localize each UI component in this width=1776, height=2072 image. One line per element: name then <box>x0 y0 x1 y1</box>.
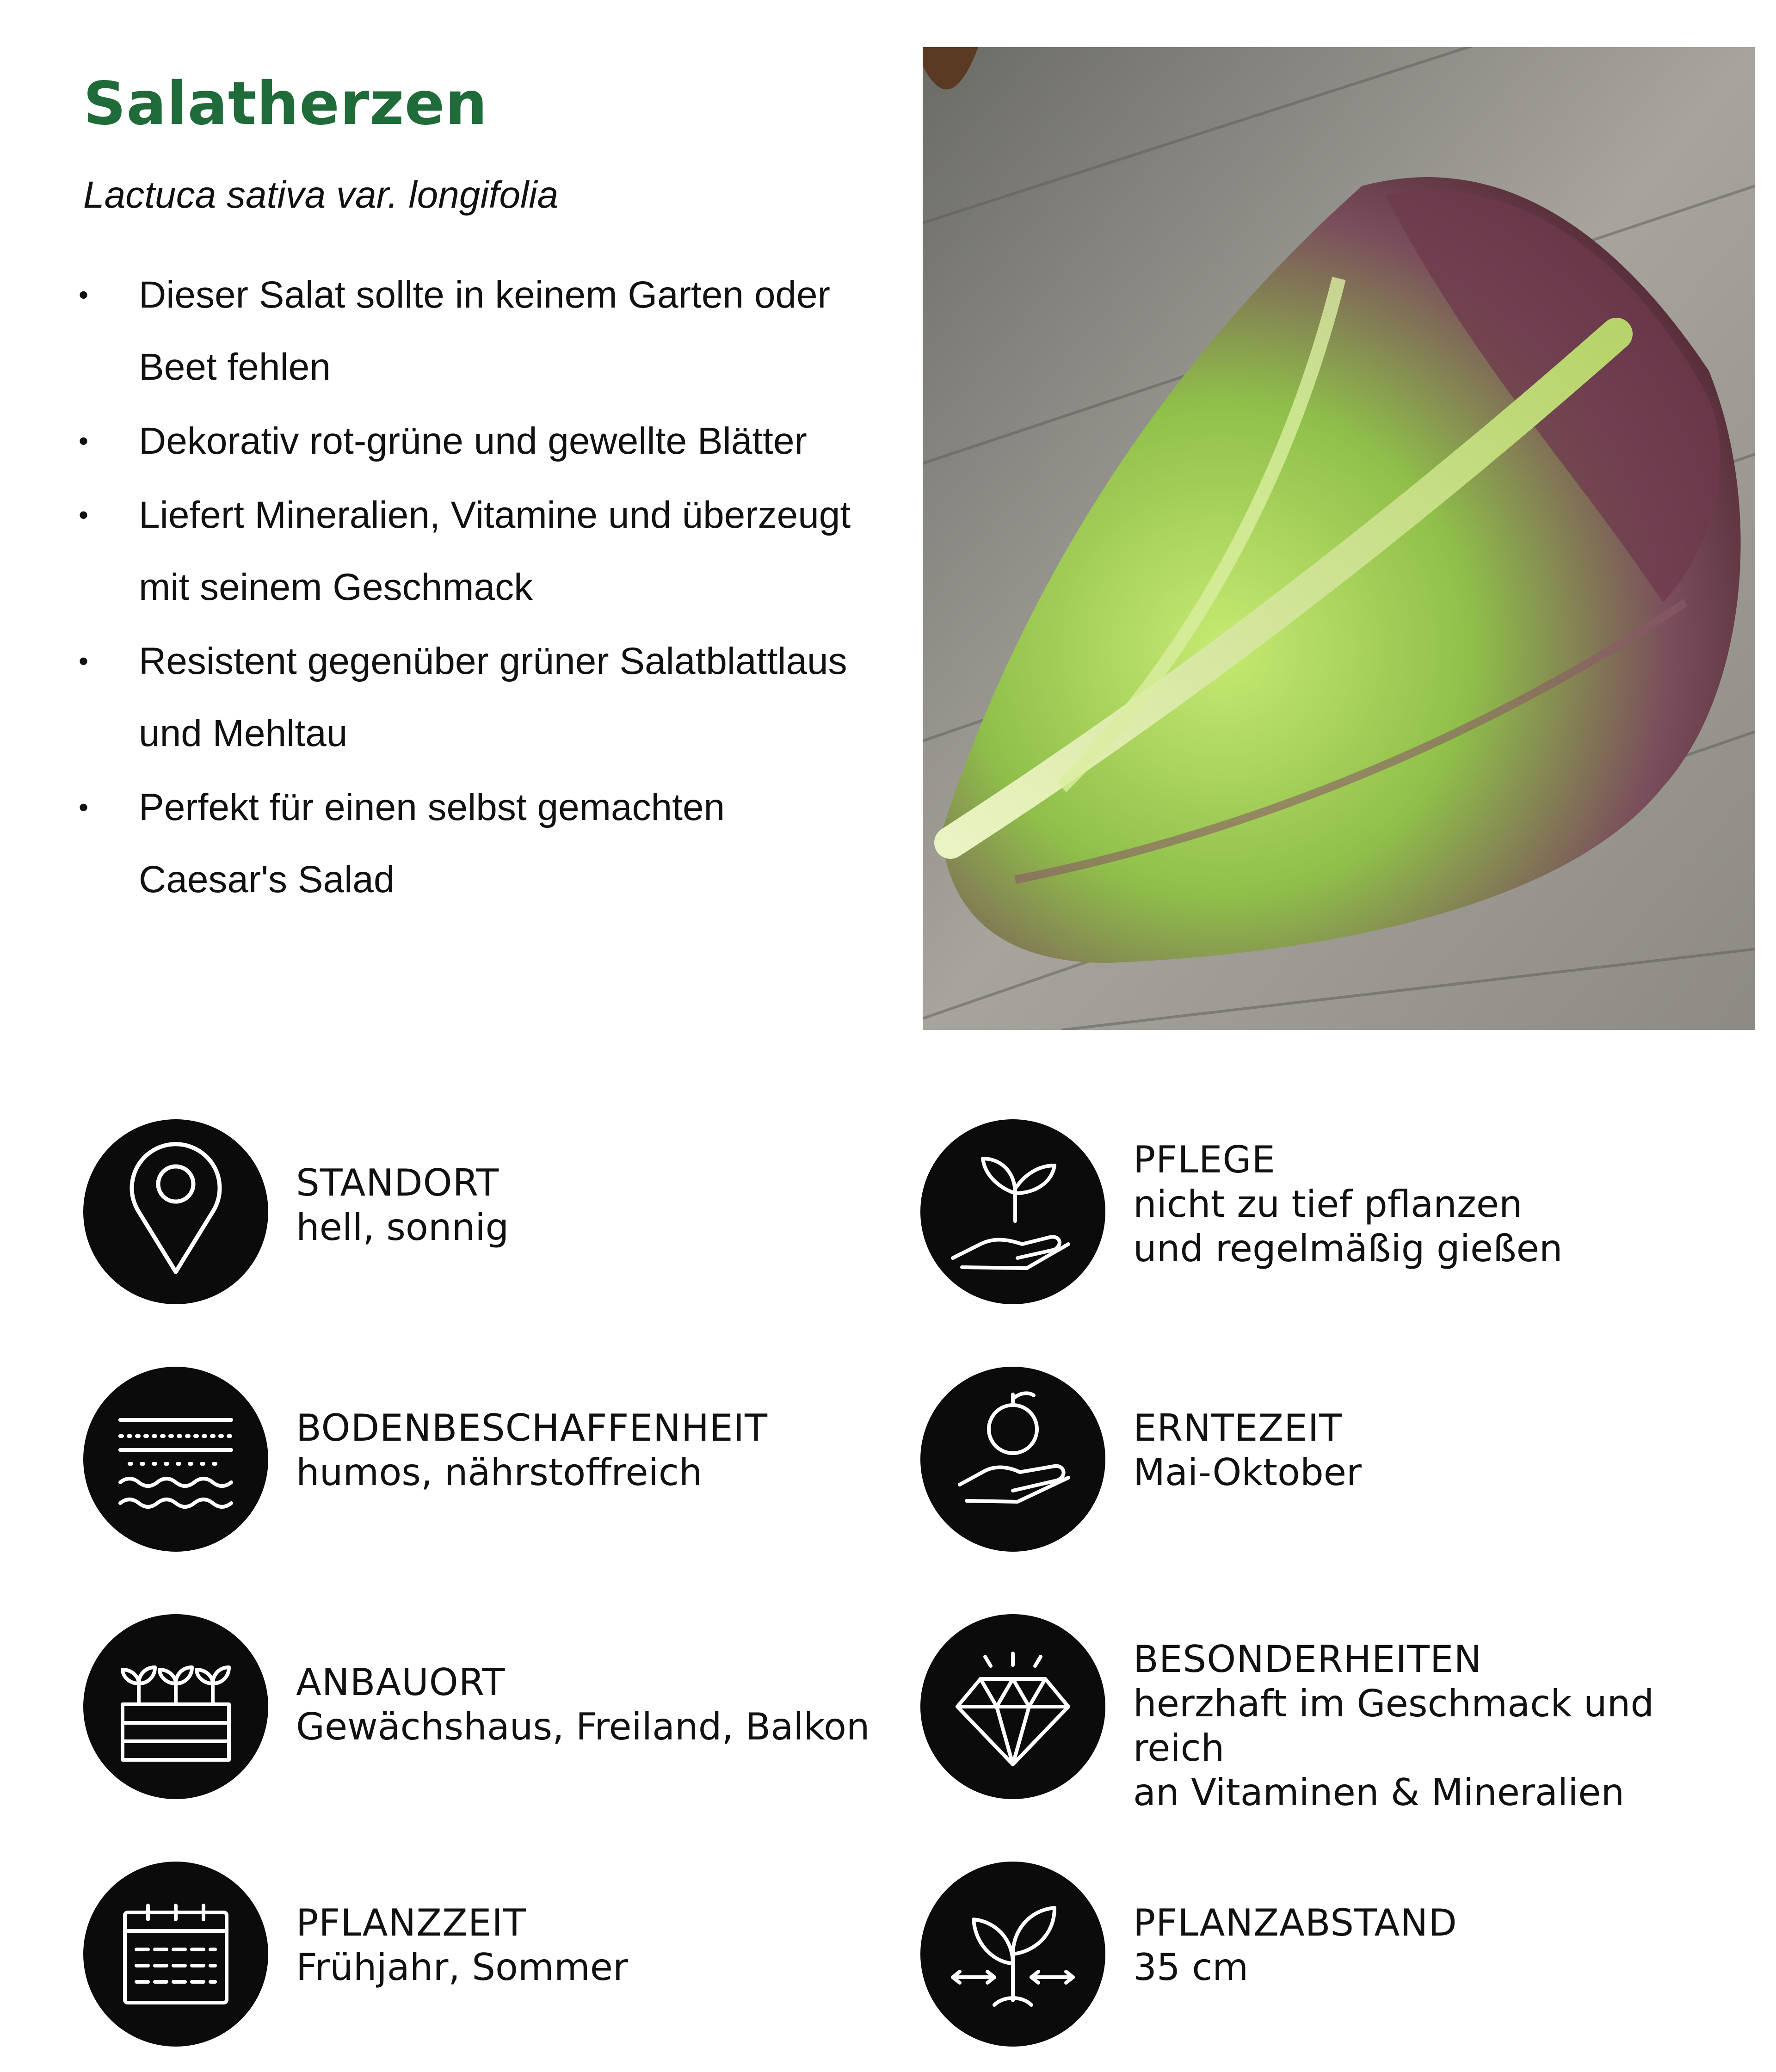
feature-bullet-list <box>79 259 874 918</box>
feature-value: Gewächshaus, Freiland, Balkon <box>296 1705 870 1748</box>
hand-fruit-icon <box>920 1367 1105 1552</box>
feature-pflanzzeit <box>83 1862 897 2047</box>
bullet-item: • Liefert Mineralien, Vitamine und überzeugt mit seinem Geschmack <box>79 479 874 623</box>
planter-box-icon <box>83 1614 268 1799</box>
feature-anbau <box>83 1614 897 1799</box>
feature-value: herzhaft im Geschmack und reich an Vitaminen & Mineralien <box>1133 1682 1654 1814</box>
feature-label: BESONDERHEITEN <box>1133 1638 1482 1681</box>
bullet-item: • Dieser Salat sollte in keinem Garten oder Beet fehlen <box>79 259 874 403</box>
bullet-item: • Perfekt für einen selbst gemachten Caesar's Salad <box>79 771 874 916</box>
latin-name: Lactuca sativa var. longifolia <box>83 174 559 216</box>
feature-label: PFLANZABSTAND <box>1133 1901 1457 1944</box>
plant-spacing-icon <box>920 1862 1105 2047</box>
bullet-item: • Resistent gegenüber grüner Salatblattlaus und Mehltau <box>79 625 874 770</box>
diamond-icon <box>920 1614 1105 1799</box>
feature-value: hell, sonnig <box>296 1206 509 1249</box>
feature-standort <box>83 1119 897 1304</box>
feature-label: ANBAUORT <box>296 1661 506 1704</box>
feature-value: humos, nährstoffreich <box>296 1451 703 1494</box>
calendar-icon <box>83 1862 268 2047</box>
lettuce-photo <box>923 47 1755 1030</box>
feature-abstand <box>920 1862 1734 2047</box>
bullet-item: • Dekorativ rot-grüne und gewellte Blätter <box>79 405 874 477</box>
feature-label: ERNTEZEIT <box>1133 1406 1343 1449</box>
feature-value: Frühjahr, Sommer <box>296 1946 628 1989</box>
feature-label: PFLEGE <box>1133 1138 1276 1181</box>
feature-label: BODENBESCHAFFENHEIT <box>296 1406 768 1449</box>
feature-pflege <box>920 1119 1734 1304</box>
feature-value: nicht zu tief pflanzen und regelmäßig gießen <box>1133 1183 1563 1270</box>
hand-seedling-icon <box>920 1119 1105 1304</box>
feature-value: 35 cm <box>1133 1946 1249 1989</box>
feature-besonder <box>920 1614 1734 1814</box>
feature-boden <box>83 1367 897 1552</box>
location-pin-icon <box>83 1119 268 1304</box>
feature-ernte <box>920 1367 1734 1552</box>
feature-label: PFLANZZEIT <box>296 1901 526 1944</box>
soil-layers-icon <box>83 1367 268 1552</box>
feature-label: STANDORT <box>296 1161 500 1204</box>
product-title: Salatherzen <box>83 69 488 138</box>
feature-value: Mai-Oktober <box>1133 1451 1362 1494</box>
